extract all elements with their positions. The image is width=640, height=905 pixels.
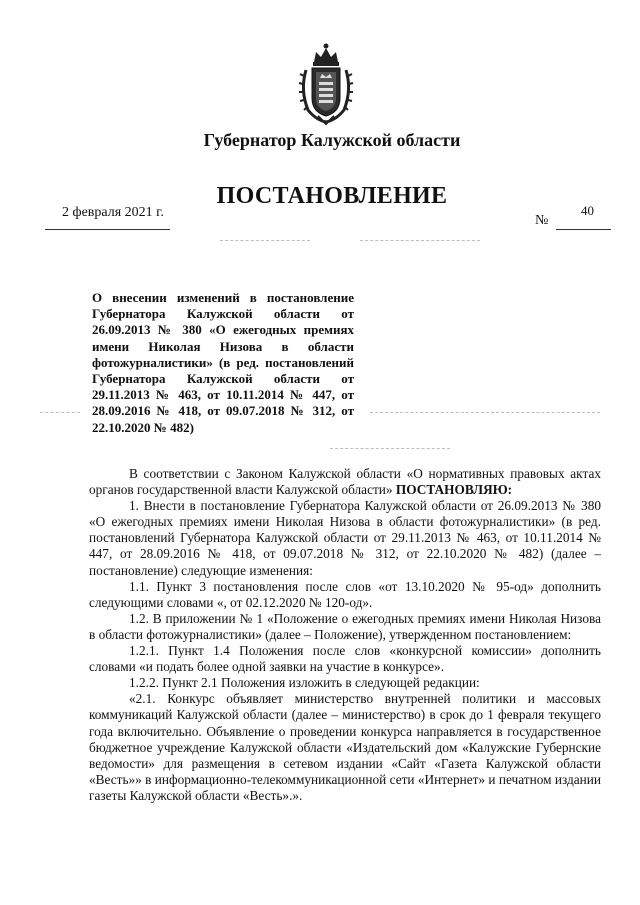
clause-2-1-paragraph: «2.1. Конкурс объявляет министерство внутренней политики и массовых коммуникаций Калужской области (далее – министерство) в срок до 1 февраля текущего года включительно. Объявление о проведении конкурса направляется в государственное бюджетное учреждение Калужской области «Издательский дом «Калужские Губернские ведомости» для размещения в сетевом издании «Сайт «Газета Калужской области «Весть»» в информационно-телекоммуникационной сети «Интернет» и печатном издании газеты Калужской области «Весть».». bbox=[89, 691, 601, 803]
scan-artifact-line bbox=[360, 240, 480, 241]
item-1-1-paragraph: 1.1. Пункт 3 постановления после слов «от 13.10.2020 № 95-од» дополнить следующими словами «, от 02.12.2020 № 120-од». bbox=[89, 578, 601, 610]
number-sign: № bbox=[535, 213, 549, 228]
decree-keyword: ПОСТАНОВЛЯЮ: bbox=[395, 482, 513, 498]
coat-of-arms-emblem bbox=[296, 40, 356, 126]
item-1-paragraph: 1. Внести в постановление Губернатора Калужской области от 26.09.2013 № 380 «О ежегодных премиях имени Николая Низова в области фотожурналистики» (в ред. постановлений Губернатора Калужской области от 29.11.2013 № 463, от 10.11.2014 № 447, от 28.09.2016 № 418, от 09.07.2018 № 312, от 22.10.2020 № 482) (далее – постановление) следующие изменения: bbox=[89, 498, 601, 578]
preamble-text: В соответствии с Законом Калужской области «О нормативных правовых актах органов государственной власти Калужской области» bbox=[89, 466, 601, 498]
document-subject: О внесении изменений в постановление Губернатора Калужской области от 26.09.2013 № 380 «О ежегодных премиях имени Николая Низова в области фотожурналистики» (в ред. постановлений Губернатора Калужской области от 29.11.2013 № 463, от 10.11.2014 № 447, от 28.09.2016 № 418, от 09.07.2018 № 312, от 22.10.2020 № 482) bbox=[92, 290, 354, 435]
document-date: 2 февраля 2021 г. bbox=[62, 205, 164, 220]
item-1-2-paragraph: 1.2. В приложении № 1 «Положение о ежегодных премиях имени Николая Низова в области фотожурналистики» (далее – Положение), утвержденном постановлением: bbox=[89, 610, 601, 642]
number-underline bbox=[556, 229, 611, 230]
document-number: 40 bbox=[581, 203, 594, 218]
scan-artifact-line bbox=[40, 412, 80, 413]
scan-artifact-line bbox=[220, 240, 310, 241]
document-type-heading: ПОСТАНОВЛЕНИЕ bbox=[216, 183, 448, 209]
preamble-paragraph bbox=[89, 466, 601, 498]
scan-artifact-line bbox=[370, 412, 600, 413]
item-1-2-2-paragraph: 1.2.2. Пункт 2.1 Положения изложить в следующей редакции: bbox=[129, 675, 480, 691]
item-1-2-1-paragraph: 1.2.1. Пункт 1.4 Положения после слов «конкурсной комиссии» дополнить словами «и подать более одной заявки на участие в конкурсе». bbox=[89, 643, 601, 675]
issuer-title: Губернатор Калужской области bbox=[203, 130, 461, 150]
document-body bbox=[89, 466, 601, 804]
scan-artifact-line bbox=[330, 448, 450, 449]
date-underline bbox=[45, 229, 170, 230]
